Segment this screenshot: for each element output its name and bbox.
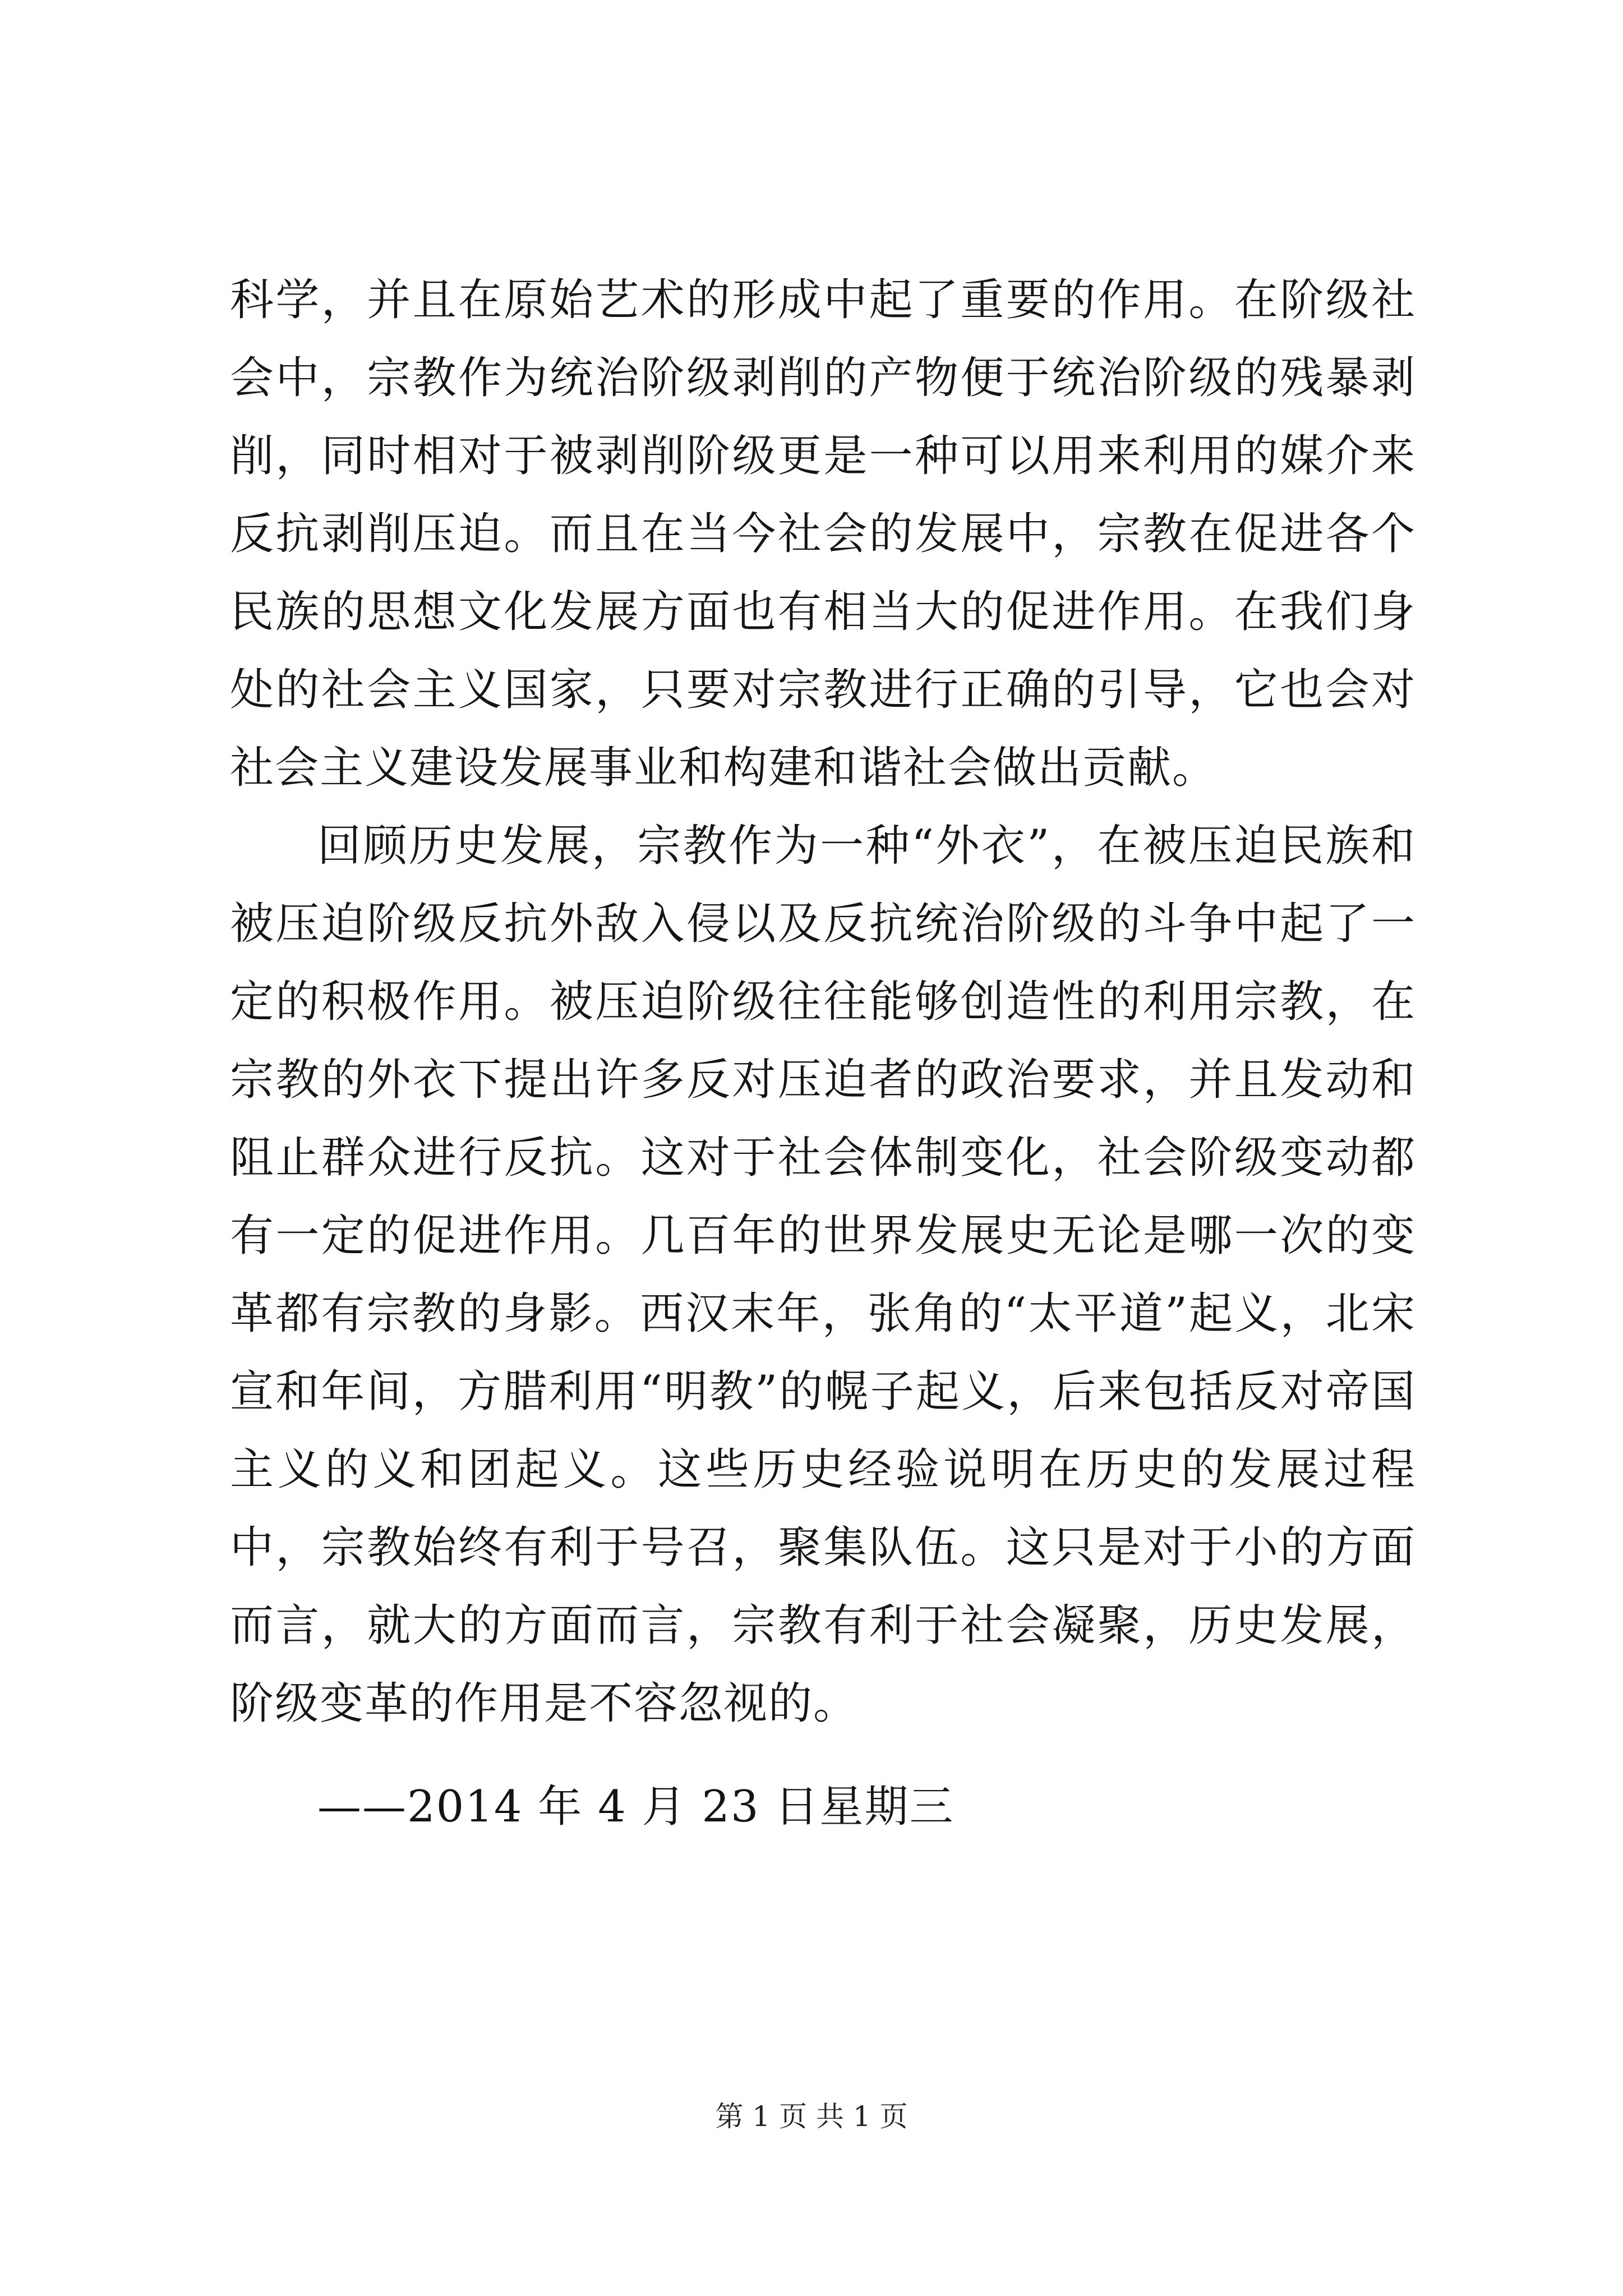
signature-date: ——2014 年 4 月 23 日星期三 xyxy=(317,1782,955,1832)
paragraph-history: 回顾历史发展，宗教作为一种“外衣”，在被压迫民族和被压迫阶级反抗外敌入侵以及反抗统治阶级的斗争中起了一定的积极作用。被压迫阶级往往能够创造性的利用宗教，在宗教的外衣下提出许多反对压迫者的政治要求，并且发动和阻止群众进行反抗。这对于社会体制变化，社会阶级变动都有一定的促进作用。几百年的世界发展史无论是哪一次的变革都有宗教的身影。西汉末年，张角的“太平道”起义，北宋宣和年间，方腊利用“明教”的幌子起义，后来包括反对帝国主义的义和团起义。这些历史经验说明在历史的发展过程中，宗教始终有利于号召，聚集队伍。这只是对于小的方面而言，就大的方面而言，宗教有利于社会凝聚，历史发展，阶级变革的作用是不容忽视的。 xyxy=(230,821,1416,1729)
page-footer: 第 1 页 共 1 页 xyxy=(715,2100,908,2133)
document-body xyxy=(230,261,1416,1743)
paragraph-continuation: 科学，并且在原始艺术的形成中起了重要的作用。在阶级社会中，宗教作为统治阶级剥削的产物便于统治阶级的残暴剥削，同时相对于被剥削阶级更是一种可以用来利用的媒介来反抗剥削压迫。而且在当今社会的发展中，宗教在促进各个民族的思想文化发展方面也有相当大的促进作用。在我们身处的社会主义国家，只要对宗教进行正确的引导，它也会对社会主义建设发展事业和构建和谐社会做出贡献。 xyxy=(230,275,1416,793)
